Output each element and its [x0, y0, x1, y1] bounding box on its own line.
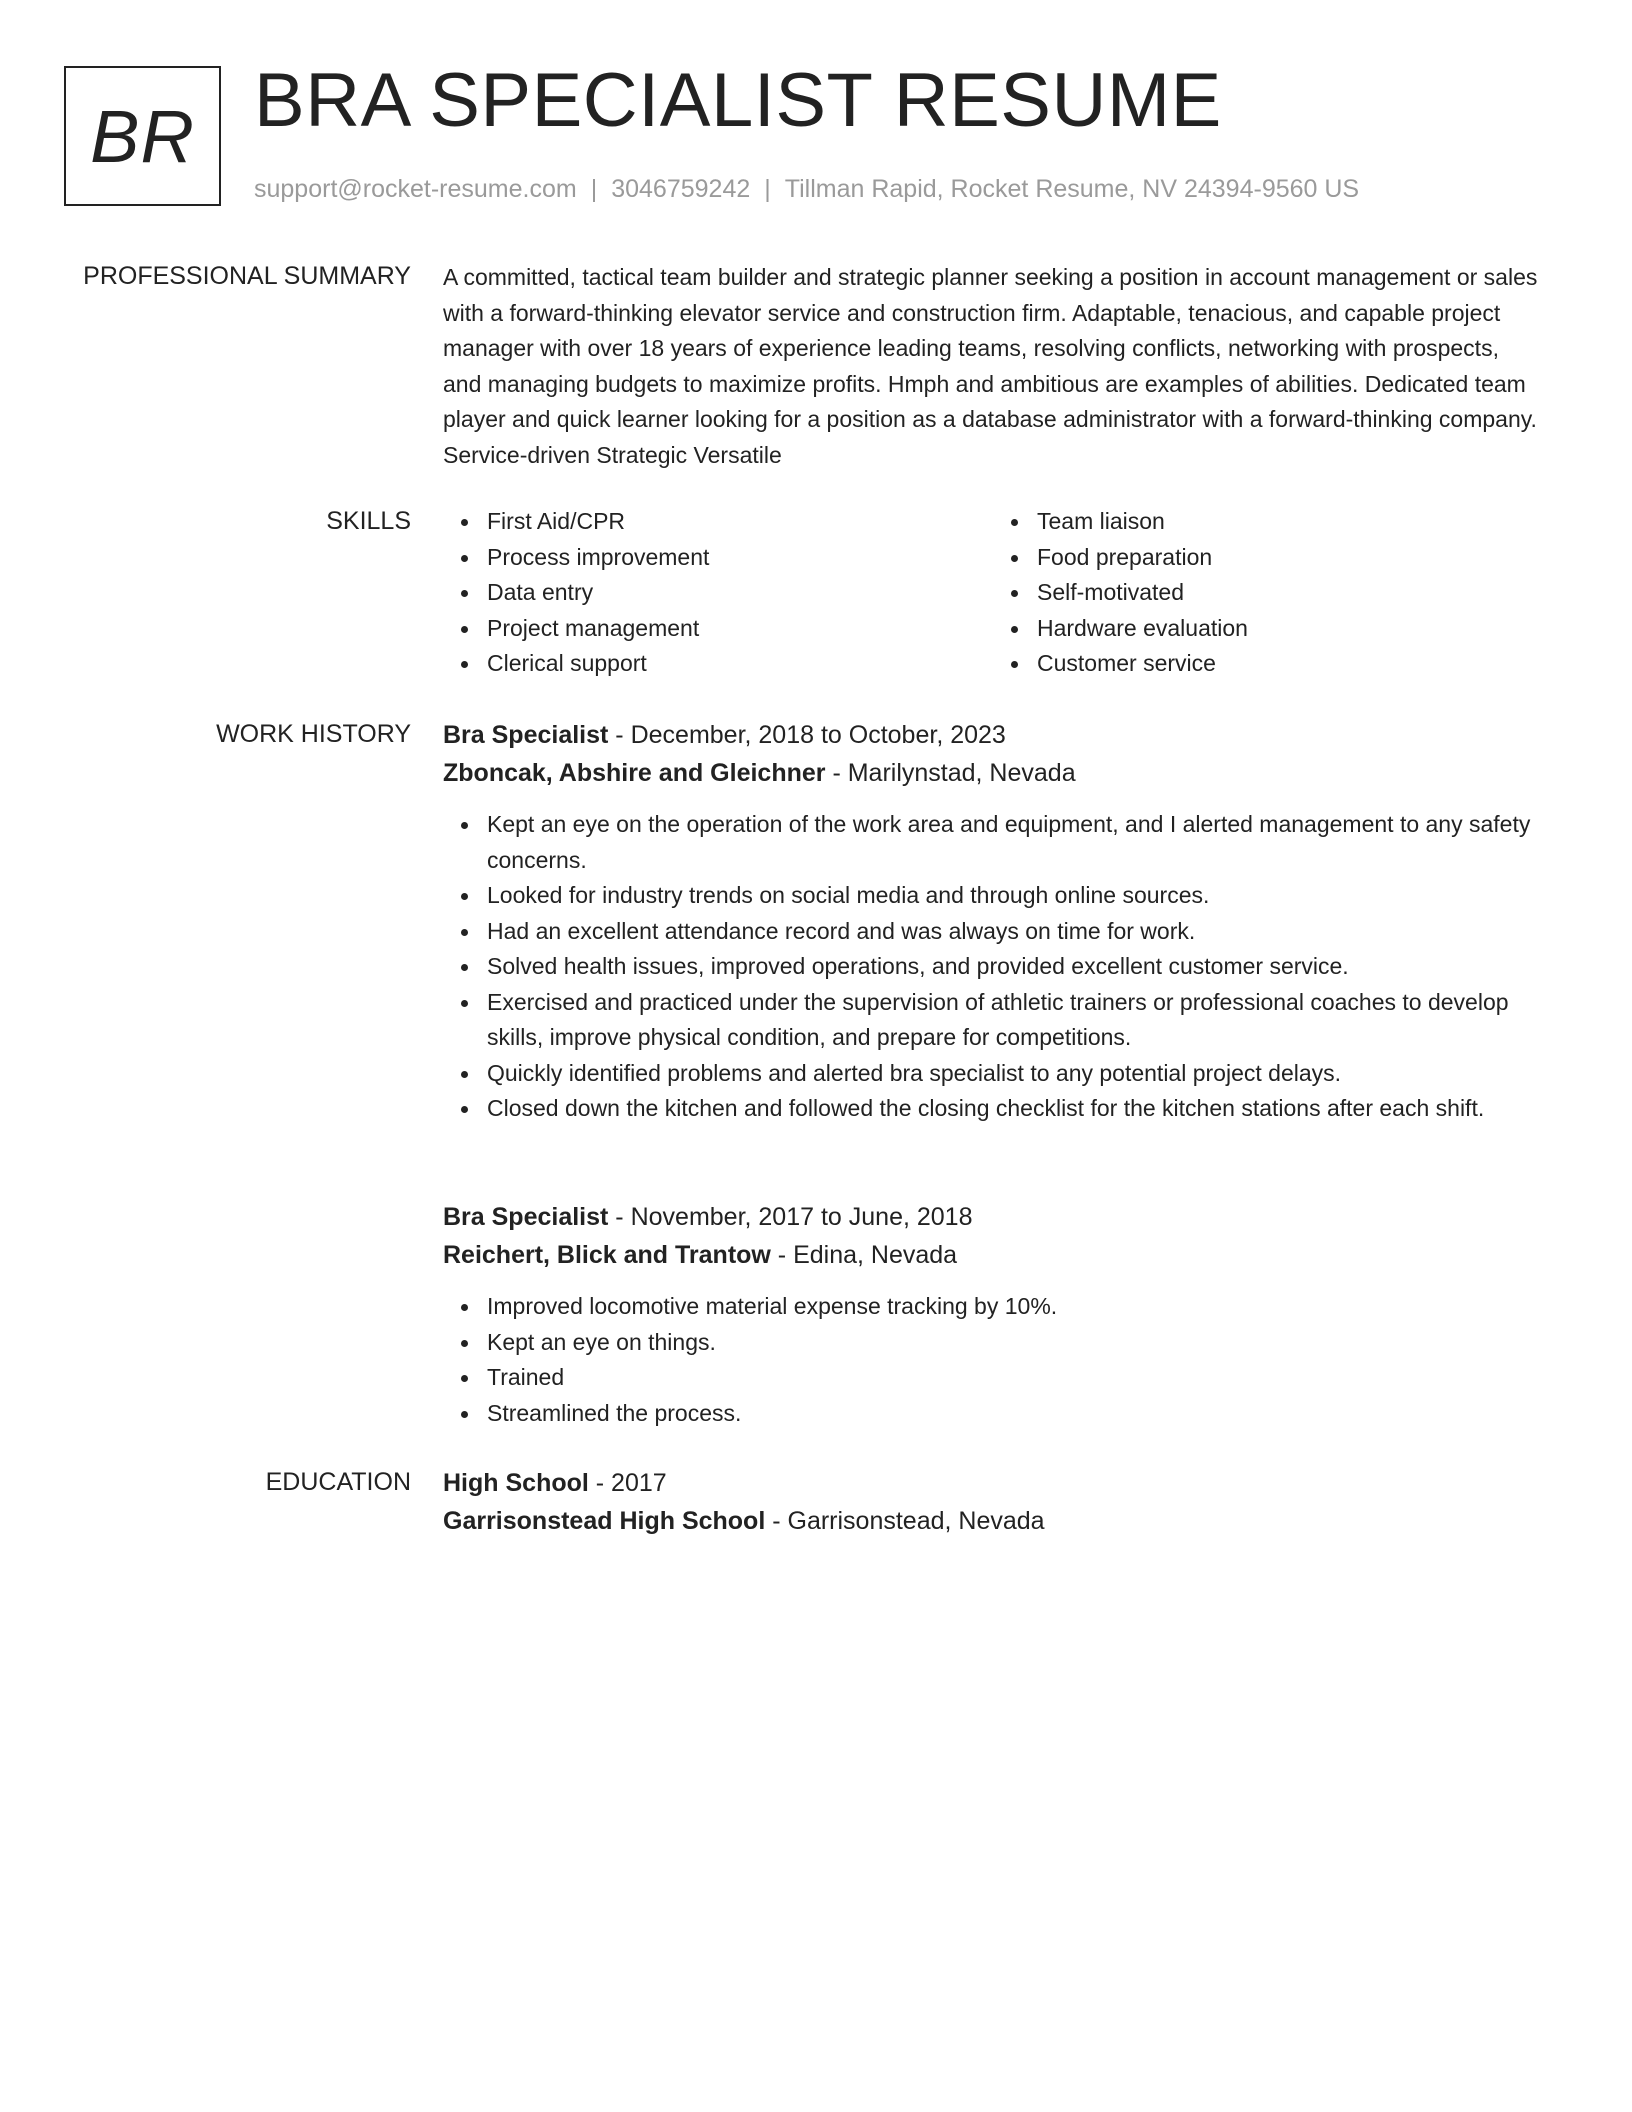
job-duty-item: Streamlined the process.	[487, 1396, 1543, 1432]
section-label-skills: SKILLS	[326, 507, 411, 535]
skill-item: Hardware evaluation	[1037, 611, 1543, 647]
skill-item: Data entry	[487, 575, 993, 611]
monogram-text: BR	[90, 94, 195, 178]
job-dates: - December, 2018 to October, 2023	[608, 721, 1006, 749]
skills-column-left	[443, 504, 993, 682]
contact-separator: |	[590, 175, 598, 203]
job-duty-item: Solved health issues, improved operations, and provided excellent customer service.	[487, 949, 1543, 985]
skill-item: Process improvement	[487, 540, 993, 576]
job-duty-item: Looked for industry trends on social media and through online sources.	[487, 878, 1543, 914]
summary-body	[443, 260, 1543, 473]
job-company: Zboncak, Abshire and Gleichner	[443, 759, 826, 787]
contact-line	[254, 172, 1359, 206]
contact-separator: |	[764, 175, 771, 203]
job-duty-item: Had an excellent attendance record and was always on time for work.	[487, 914, 1543, 950]
section-label-education: EDUCATION	[265, 1468, 411, 1496]
skill-item: Customer service	[1037, 646, 1543, 682]
contact-phone[interactable]: 3046759242	[611, 175, 751, 203]
section-label-summary: PROFESSIONAL SUMMARY	[83, 262, 411, 290]
job-duties-list	[443, 807, 1543, 1127]
education-degree-line	[443, 1464, 1543, 1502]
skills-body	[443, 504, 1543, 682]
skill-item: Self-motivated	[1037, 575, 1543, 611]
job-company-line	[443, 1236, 1543, 1274]
skill-item: Team liaison	[1037, 504, 1543, 540]
job-duty-item: Kept an eye on the operation of the work area and equipment, and I alerted management to any safety concerns.	[487, 807, 1543, 878]
skill-item: First Aid/CPR	[487, 504, 993, 540]
job-duty-item: Quickly identified problems and alerted bra specialist to any potential project delays.	[487, 1056, 1543, 1092]
job-title-line	[443, 1198, 1543, 1236]
job-duty-item: Closed down the kitchen and followed the closing checklist for the kitchen stations after each shift.	[487, 1091, 1543, 1127]
job-duty-item: Trained	[487, 1360, 1543, 1396]
skill-item: Clerical support	[487, 646, 993, 682]
monogram-logo	[64, 66, 221, 206]
job-entry	[443, 1198, 1543, 1431]
job-location: - Edina, Nevada	[770, 1241, 958, 1269]
education-school-line	[443, 1502, 1543, 1540]
job-duty-item: Exercised and practiced under the supervision of athletic trainers or professional coaches to develop skills, improve physical condition, and prepare for competitions.	[487, 985, 1543, 1056]
job-company-line	[443, 754, 1543, 792]
summary-text: A committed, tactical team builder and strategic planner seeking a position in account management or sales with a forward-thinking elevator service and construction firm. Adaptable, tenacious, and capable project manager with over 18 years of experience leading teams, resolving conflicts, networking with prospects, and managing budgets to maximize profits. Hmph and ambitious are examples of abilities. Dedicated team player and quick learner looking for a position as a database administrator with a forward-thinking company. Service-driven Strategic Versatile	[443, 264, 1538, 468]
education-school: Garrisonstead High School	[443, 1507, 766, 1535]
resume-title: BRA SPECIALIST RESUME	[254, 58, 1222, 143]
job-title: Bra Specialist	[443, 1203, 609, 1231]
job-duties-list	[443, 1289, 1543, 1431]
job-duty-item: Improved locomotive material expense tracking by 10%.	[487, 1289, 1543, 1325]
section-label-work-history: WORK HISTORY	[216, 720, 411, 748]
job-duty-item: Kept an eye on things.	[487, 1325, 1543, 1361]
skills-column-right	[993, 504, 1543, 682]
education-body	[443, 1464, 1543, 1540]
skill-item: Food preparation	[1037, 540, 1543, 576]
job-location: - Marilynstad, Nevada	[825, 759, 1076, 787]
skill-item: Project management	[487, 611, 993, 647]
education-location: - Garrisonstead, Nevada	[765, 1507, 1045, 1535]
job-title-line	[443, 716, 1543, 754]
job-title: Bra Specialist	[443, 721, 609, 749]
job-dates: - November, 2017 to June, 2018	[608, 1203, 973, 1231]
job-entry	[443, 716, 1543, 1127]
education-degree: High School	[443, 1469, 589, 1497]
job-company: Reichert, Blick and Trantow	[443, 1241, 771, 1269]
contact-address: Tillman Rapid, Rocket Resume, NV 24394-9560 US	[784, 175, 1360, 203]
education-year: - 2017	[588, 1469, 667, 1497]
contact-email[interactable]: support@rocket-resume.com	[254, 175, 577, 203]
